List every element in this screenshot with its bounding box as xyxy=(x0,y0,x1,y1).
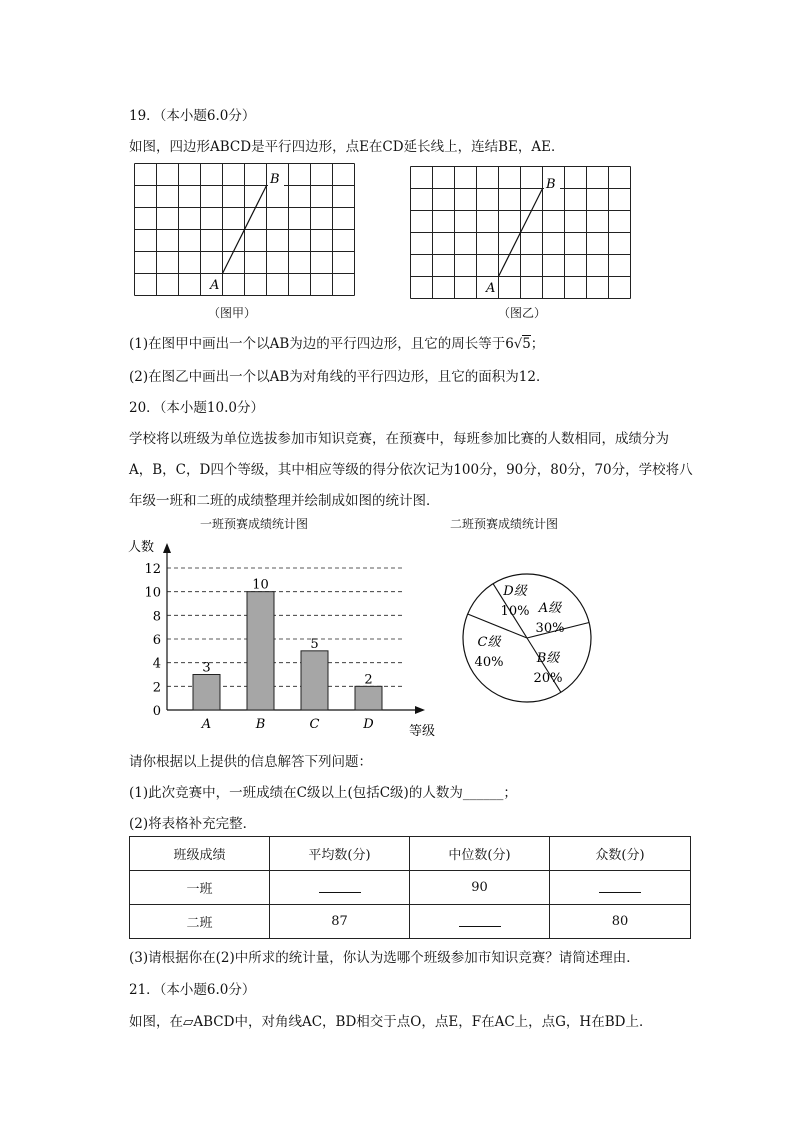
q19-part1-end: ； xyxy=(530,336,545,352)
table-blank-cell[interactable] xyxy=(410,905,550,939)
y-tick-label: 6 xyxy=(152,633,161,648)
pie-slice-percent: 20% xyxy=(533,671,563,686)
q20-header: 20．（本小题10.0分） xyxy=(129,400,264,416)
bar xyxy=(247,592,274,710)
pie-chart-title: 二班预赛成绩统计图 xyxy=(450,517,559,531)
y-axis-arrow-icon xyxy=(163,543,171,553)
q20-intro-line3: 年级一班和二班的成绩整理并绘制成如图的统计图． xyxy=(129,493,440,509)
bar-value-label: 3 xyxy=(202,660,211,676)
pie-slice-percent: 10% xyxy=(500,604,530,619)
table-cell: 87 xyxy=(270,905,410,939)
point-a-label: A xyxy=(210,278,220,293)
table-blank-cell[interactable] xyxy=(550,871,691,905)
table-cell: 一班 xyxy=(130,871,270,905)
q19-part1-text: (1)在图甲中画出一个以AB为边的平行四边形，且它的周长等于6 xyxy=(129,336,514,352)
stats-table xyxy=(129,836,691,939)
x-axis-arrow-icon xyxy=(415,706,425,714)
y-axis-label: 人数 xyxy=(128,540,155,555)
q20-intro-line2: A，B，C，D四个等级，其中相应等级的得分依次记为100分，90分，80分，70分，学校将八 xyxy=(129,462,693,478)
table-header-cell: 班级成绩 xyxy=(130,837,270,871)
point-b-label: B xyxy=(546,177,556,192)
q19-part2: (2)在图乙中画出一个以AB为对角线的平行四边形，且它的面积为12． xyxy=(129,369,550,385)
bar-value-label: 10 xyxy=(252,577,269,593)
bar-chart xyxy=(125,535,435,740)
x-tick-label: A xyxy=(201,717,212,732)
point-b-label: B xyxy=(270,172,280,187)
pie-slice-label: D级 xyxy=(503,584,527,599)
q20-intro-line1: 学校将以班级为单位选拔参加市知识竞赛，在预赛中，每班参加比赛的人数相同，成绩分为 xyxy=(129,431,669,447)
bar-chart-title: 一班预赛成绩统计图 xyxy=(200,517,309,531)
answer-blank[interactable] xyxy=(319,878,361,893)
table-header-row xyxy=(130,837,691,871)
pie-slice-label: A级 xyxy=(538,601,562,616)
y-tick-label: 2 xyxy=(152,680,161,696)
q20-part1: (1)此次竞赛中，一班成绩在C级以上(包括C级)的人数为______； xyxy=(129,785,517,801)
q20-part3: (3)请根据你在(2)中所求的统计量，你认为选哪个班级参加市知识竞赛？请简述理由． xyxy=(129,950,640,966)
answer-blank[interactable] xyxy=(459,912,501,927)
pie-slice-percent: 40% xyxy=(474,655,504,670)
table-cell: 80 xyxy=(550,905,691,939)
q19-stem: 如图，四边形ABCD是平行四边形，点E在CD延长线上，连结BE，AE． xyxy=(129,139,565,155)
y-tick-label: 0 xyxy=(152,704,161,719)
y-tick-label: 12 xyxy=(144,562,161,577)
x-axis-label: 等级 xyxy=(409,724,435,739)
bar xyxy=(301,651,328,710)
answer-blank[interactable] xyxy=(599,878,641,893)
q21-header: 21．（本小题6.0分） xyxy=(129,982,256,998)
q20-part2: (2)将表格补充完整． xyxy=(129,816,257,832)
pie-slice-label: B级 xyxy=(536,651,560,666)
table-header-cell: 众数(分) xyxy=(550,837,691,871)
table-row xyxy=(130,905,691,939)
pie-slice-label: C级 xyxy=(477,635,501,650)
pie-slice-percent: 30% xyxy=(535,621,565,636)
table-row xyxy=(130,871,691,905)
fig-jia-caption: （图甲） xyxy=(208,306,257,320)
point-a-label: A xyxy=(486,281,496,296)
bar-value-label: 2 xyxy=(364,672,373,688)
table-cell: 二班 xyxy=(130,905,270,939)
bar xyxy=(193,675,220,711)
fig-yi-caption: （图乙） xyxy=(498,306,547,320)
y-tick-label: 4 xyxy=(152,656,161,672)
q20-prompt: 请你根据以上提供的信息解答下列问题： xyxy=(129,754,372,770)
y-tick-label: 8 xyxy=(152,609,161,625)
q19-part1-radicand: 5 xyxy=(522,336,531,352)
grid-figure-jia xyxy=(134,163,358,301)
y-tick-label: 10 xyxy=(144,585,161,601)
table-header-cell: 中位数(分) xyxy=(410,837,550,871)
x-tick-label: B xyxy=(255,717,266,732)
grid-figure-yi xyxy=(410,166,634,304)
x-tick-label: C xyxy=(309,717,320,732)
sqrt-icon: √ xyxy=(513,337,523,352)
q21-stem: 如图，在▱ABCD中，对角线AC，BD相交于点O，点E，F在AC上，点G，H在BD上． xyxy=(129,1014,653,1030)
bar-value-label: 5 xyxy=(310,636,319,652)
x-tick-label: D xyxy=(363,717,374,732)
table-header-cell: 平均数(分) xyxy=(270,837,410,871)
table-blank-cell[interactable] xyxy=(270,871,410,905)
pie-chart xyxy=(455,570,600,710)
q19-part1 xyxy=(129,332,544,352)
table-cell: 90 xyxy=(410,871,550,905)
bar xyxy=(355,686,382,710)
q19-header: 19．（本小题6.0分） xyxy=(129,108,256,124)
